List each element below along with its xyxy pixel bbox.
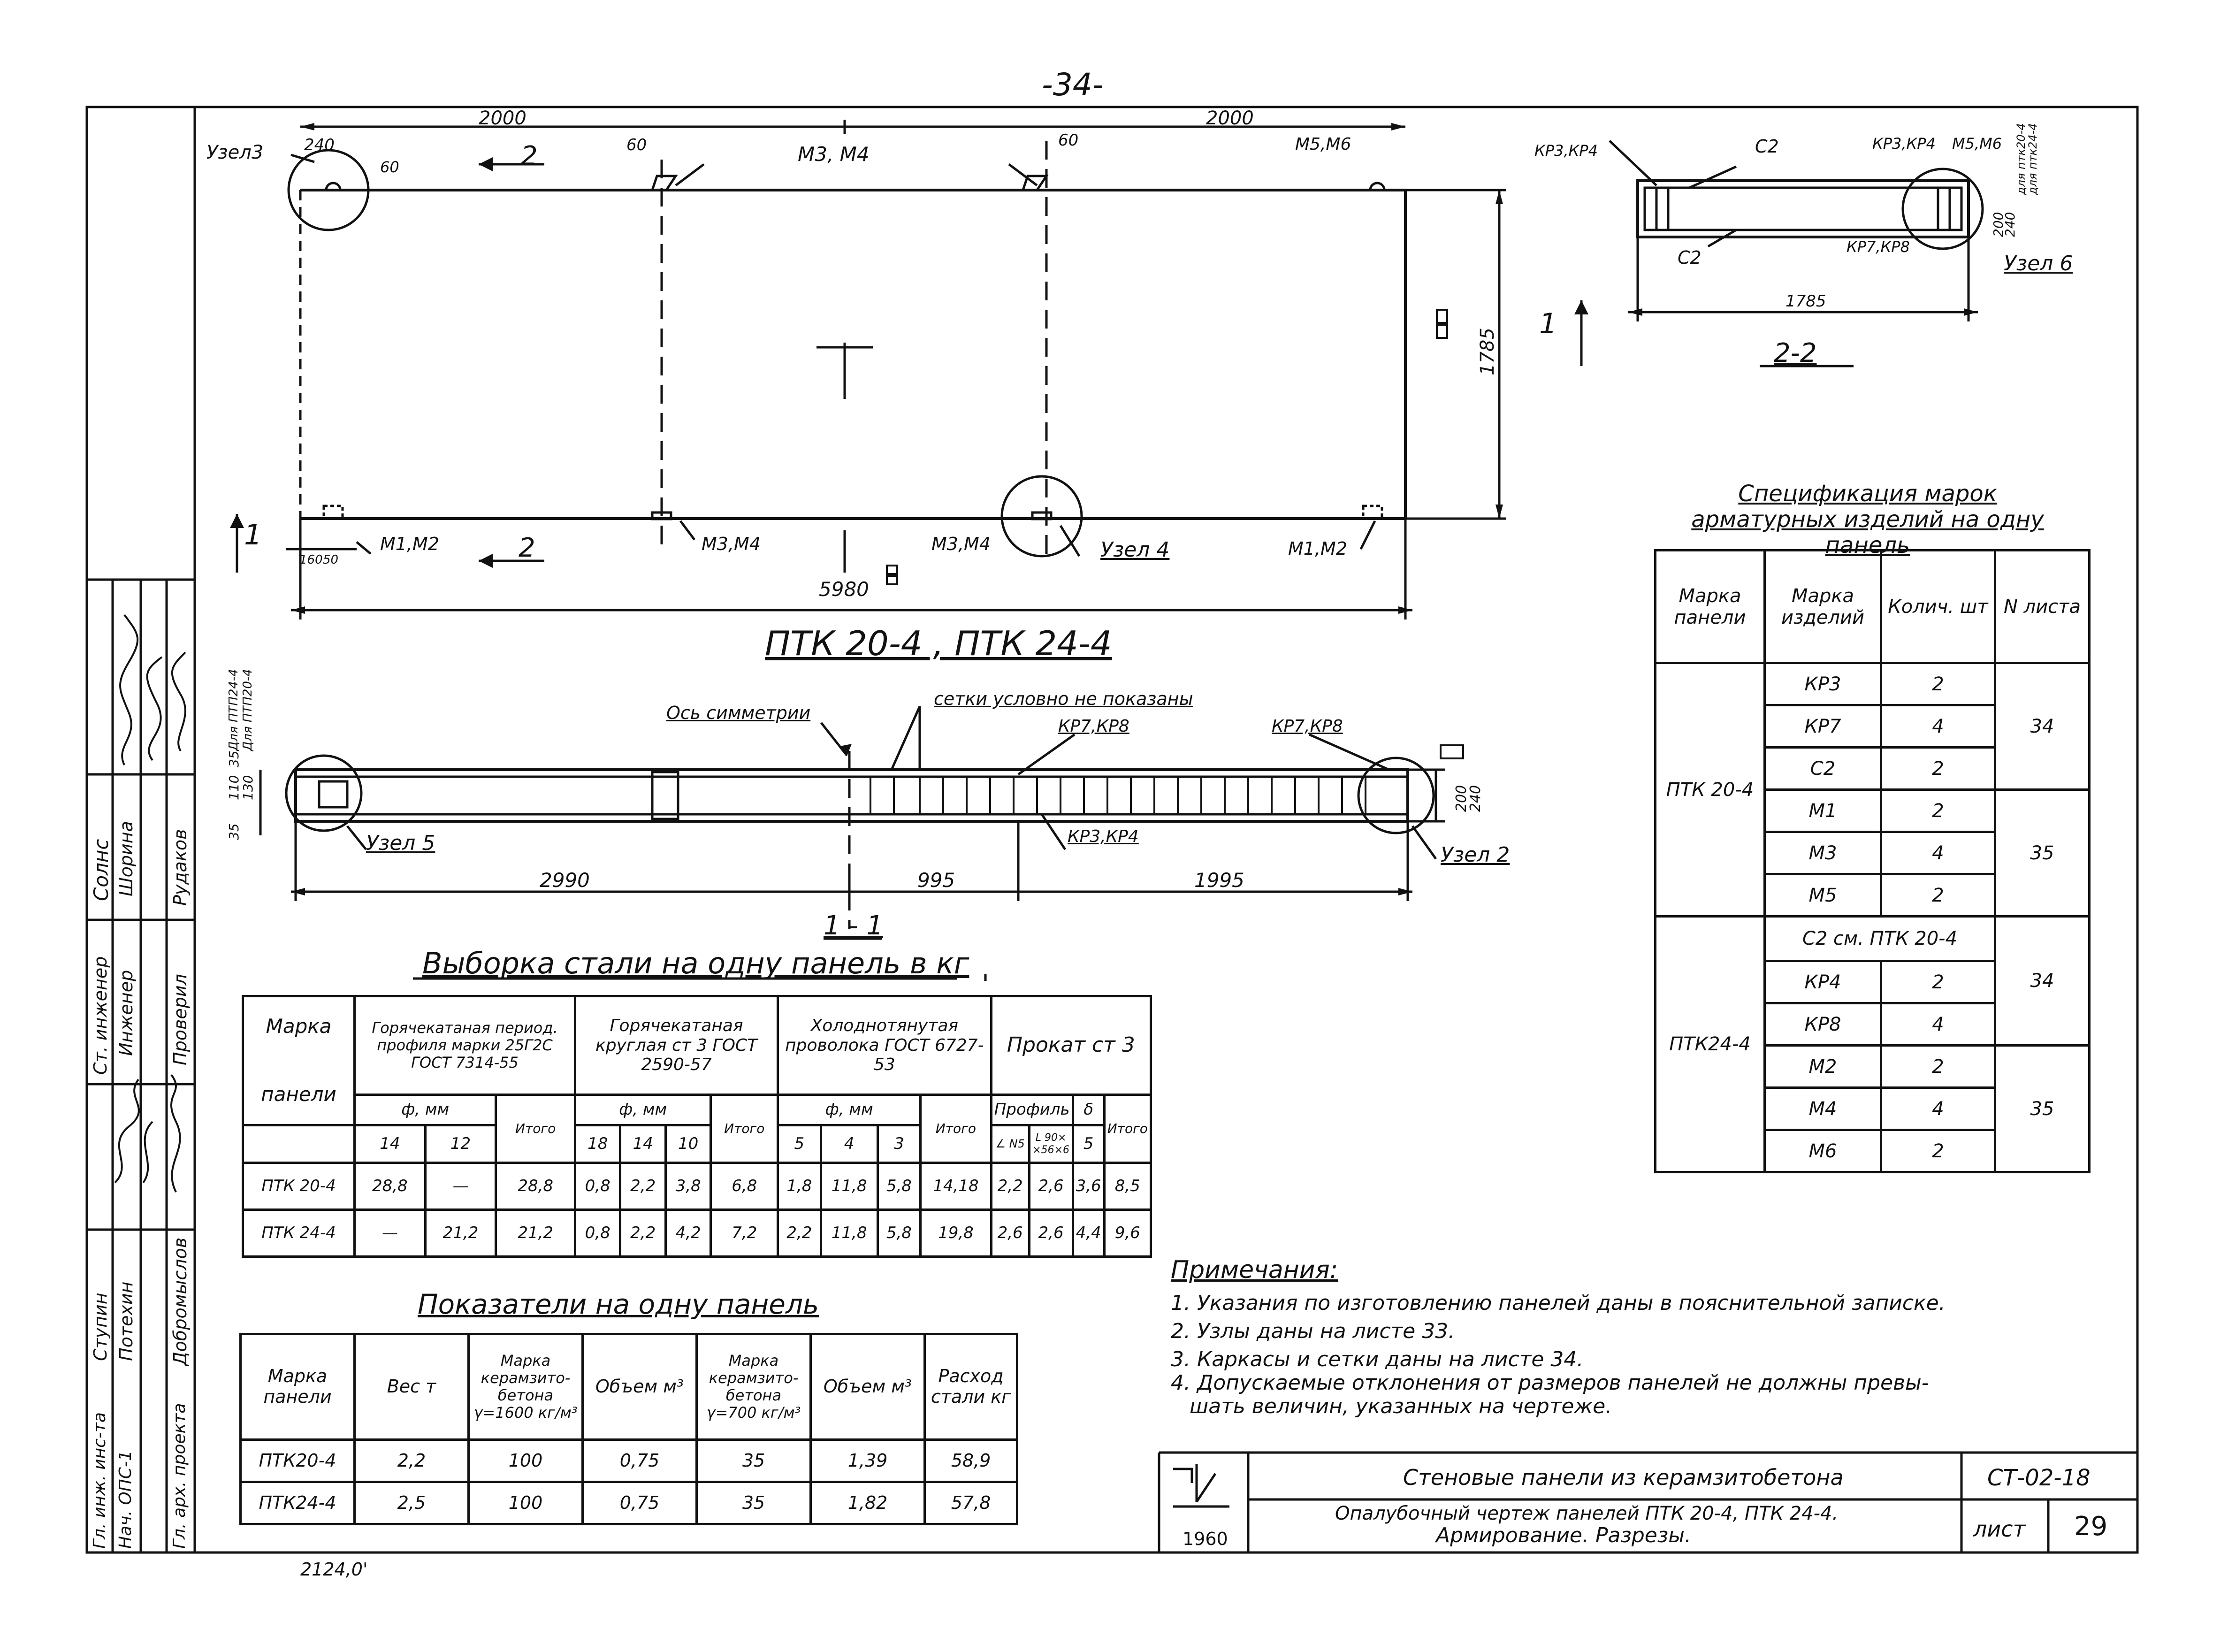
dim-2000-left: 2000 [479, 107, 526, 129]
stamp-c3-2: Проверил [170, 974, 191, 1065]
dim-60-a: 60 [380, 158, 399, 176]
steel-r1-c7: 7,2 [711, 1210, 778, 1257]
spec-p1-qty-2: 2 [1881, 748, 1995, 790]
title-line-1: Стеновые панели из керамзитобетона [1403, 1465, 1844, 1490]
steel-r1-c4: 0,8 [575, 1210, 620, 1257]
steel-h-phi-1: ф, мм [355, 1095, 496, 1125]
section-mark-2-bottom: 2 [519, 533, 535, 563]
steel-sub-9: 5 [1073, 1125, 1104, 1163]
steel-r0-c9: 11,8 [821, 1163, 877, 1210]
title-year: 1960 [1183, 1529, 1228, 1549]
s11-dim-130: 130 [240, 775, 256, 800]
indicators-table [239, 1333, 1018, 1525]
spec-c2-ref: С2 см. ПТК 20-4 [1765, 917, 1995, 961]
s11-dim-35b: 35 [226, 823, 242, 840]
ind-h-3: Объем м³ [583, 1334, 697, 1440]
steel-r1-c8: 2,2 [778, 1210, 821, 1257]
node3-label: Узел3 [206, 142, 264, 163]
title-sheet-label: лист [1973, 1516, 2026, 1542]
ind-r0-c6: 58,9 [925, 1440, 1017, 1482]
spec-p1-qty-1: 4 [1881, 705, 1995, 748]
ind-r1-c1: 2,5 [355, 1482, 469, 1524]
steel-r1-c12: 2,6 [991, 1210, 1029, 1257]
steel-h-itogo-1: Итого [496, 1095, 575, 1163]
ind-r1-c3: 0,75 [583, 1482, 697, 1524]
ind-r1-c6: 57,8 [925, 1482, 1017, 1524]
steel-r0-c0: ПТК 20-4 [243, 1163, 355, 1210]
steel-r1-c1: — [355, 1210, 426, 1257]
steel-r0-c5: 2,2 [620, 1163, 665, 1210]
steel-h-phi-2: ф, мм [575, 1095, 710, 1125]
ind-h-4: Марка керамзито-бетона γ=700 кг/м³ [697, 1334, 811, 1440]
spec-p1-qty-5: 2 [1881, 874, 1995, 917]
s22-c2-top: С2 [1755, 136, 1779, 157]
steel-sub-1: 12 [425, 1125, 496, 1163]
meshes-note: сетки условно не показаны [934, 688, 1193, 709]
ind-h-2: Марка керамзито-бетона γ=1600 кг/м³ [469, 1334, 583, 1440]
axis-symmetry: Ось симметрии [666, 703, 811, 723]
label-m1m2-right: М1,М2 [1288, 538, 1348, 559]
steel-r0-c10: 5,8 [877, 1163, 921, 1210]
s22-note-ptk24: для птк24-4 [2026, 123, 2039, 195]
spec-p2-qty-2: 2 [1881, 1046, 1995, 1088]
steel-sub-3: 14 [620, 1125, 665, 1163]
dim-60-b: 60 [626, 136, 647, 154]
section-22-title: 2-2 [1774, 338, 1817, 368]
spec-p1-item-3: М1 [1765, 790, 1881, 832]
steel-r1-c10: 5,8 [877, 1210, 921, 1257]
steel-r0-c2: — [425, 1163, 496, 1210]
spec-p2-item-4: М6 [1765, 1130, 1881, 1172]
steel-r1-c6: 4,2 [665, 1210, 710, 1257]
steel-r0-c4: 0,8 [575, 1163, 620, 1210]
section-mark-2-top: 2 [521, 141, 538, 171]
steel-sub-5: 5 [778, 1125, 821, 1163]
note-3: 3. Каркасы и сетки даны на листе 34. [1171, 1347, 1584, 1371]
spec-p2-item-2: М2 [1765, 1046, 1881, 1088]
dim-5980: 5980 [819, 578, 869, 601]
steel-h-itogo-3: Итого [921, 1095, 992, 1163]
ind-r0-c1: 2,2 [355, 1440, 469, 1482]
steel-h-delta: δ [1073, 1095, 1104, 1125]
node2-label: Узел 2 [1441, 843, 1510, 867]
spec-p1-item-1: КР7 [1765, 705, 1881, 748]
steel-profile-label: ∠ N5 [991, 1125, 1029, 1163]
spec-panel-ptk20: ПТК 20-4 [1656, 663, 1765, 917]
spec-p1-qty-3: 2 [1881, 790, 1995, 832]
spec-h-2: Колич. шт [1881, 551, 1995, 663]
label-m3m4-top: М3, М4 [798, 143, 870, 166]
stamp-c3-0: Ст. инженер [90, 956, 111, 1075]
indicators-title: Показатели на одну панель [418, 1288, 819, 1320]
steel-r0-c13: 2,6 [1029, 1163, 1073, 1210]
spec-p1-qty-0: 2 [1881, 663, 1995, 705]
stamp-c2-2: Добромыслов [170, 1237, 191, 1366]
steel-r0-c12: 2,2 [991, 1163, 1029, 1210]
steel-h-rolled: Прокат ст 3 [991, 996, 1151, 1095]
label-m3m4-bottom: М3,М4 [702, 534, 761, 554]
dim-1785-vertical: 1785 [1477, 328, 1498, 375]
steel-h-paneli: панели [261, 1083, 336, 1106]
steel-r0-c6: 3,8 [665, 1163, 710, 1210]
dim-50: 50 [323, 553, 339, 567]
spec-p1-item-0: КР3 [1765, 663, 1881, 705]
stamp-c4-2: Рудаков [170, 829, 191, 906]
ind-h-0: Марка панели [241, 1334, 355, 1440]
ind-r0-c0: ПТК20-4 [241, 1440, 355, 1482]
spec-title: Спецификация марок арматурных изделий на одну панель [1691, 481, 2044, 559]
s11-dim-1995: 1995 [1194, 869, 1244, 892]
ind-h-1: Вес т [355, 1334, 469, 1440]
spec-p1-qty-4: 4 [1881, 832, 1995, 874]
steel-table-title: Выборка стали на одну панель в кг [422, 946, 969, 980]
ind-r1-c4: 35 [697, 1482, 811, 1524]
spec-p2-sheet-b: 35 [1995, 1046, 2090, 1172]
spec-p2-qty-4: 2 [1881, 1130, 1995, 1172]
steel-r1-c3: 21,2 [496, 1210, 575, 1257]
steel-r0-c7: 6,8 [711, 1163, 778, 1210]
title-code: СТ-02-18 [1987, 1465, 2091, 1491]
steel-sub-2: 18 [575, 1125, 620, 1163]
note-2: 2. Узлы даны на листе 33. [1171, 1319, 1455, 1343]
title-line-3: Армирование. Разрезы. [1436, 1523, 1691, 1547]
spec-p2-qty-1: 4 [1881, 1003, 1995, 1046]
s11-kr7kr8-b: КР7,КР8 [1272, 717, 1343, 736]
s11-dim-240: 240 [1467, 785, 1484, 812]
page-number: -34- [1042, 67, 1104, 103]
title-line-2: Опалубочный чертеж панелей ПТК 20-4, ПТК 24-4. [1335, 1503, 1839, 1524]
stamp-c1-1: Нач. ОПС-1 [116, 1450, 135, 1549]
steel-h-hot-period: Горячекатаная период. профиля марки 25Г2С ГОСТ 7314-55 [355, 996, 575, 1095]
spec-p2-item-3: М4 [1765, 1088, 1881, 1130]
ind-h-6: Расход стали кг [925, 1334, 1017, 1440]
s11-kr3kr4: КР3,КР4 [1068, 827, 1139, 846]
spec-p1-sheet-a: 34 [1995, 663, 2090, 790]
spec-p2-item-1: КР8 [1765, 1003, 1881, 1046]
s11-dim-110: 110 [226, 775, 242, 800]
steel-h-hot-round: Горячекатаная круглая ст 3 ГОСТ 2590-57 [575, 996, 778, 1095]
dim-160: 160 [299, 553, 323, 567]
title-sheet-number: 29 [2074, 1511, 2108, 1542]
s11-dim-2990: 2990 [540, 869, 590, 892]
s22-dim-240: 240 [2002, 212, 2018, 237]
section-mark-1-right: 1 [1539, 307, 1557, 340]
steel-r1-c5: 2,2 [620, 1210, 665, 1257]
s22-c2-bottom: С2 [1678, 247, 1702, 268]
steel-sub-4: 10 [665, 1125, 710, 1163]
steel-r1-c13: 2,6 [1029, 1210, 1073, 1257]
s22-note-ptk20: для птк20-4 [2014, 123, 2028, 195]
label-m1m2-left: М1,М2 [380, 534, 440, 554]
steel-r0-c1: 28,8 [355, 1163, 426, 1210]
notes-title: Примечания: [1171, 1256, 1338, 1284]
dim-240-plan: 240 [304, 136, 335, 154]
node6-label: Узел 6 [2004, 252, 2073, 275]
s11-dim-995: 995 [917, 869, 955, 892]
steel-h-marka: Марка [266, 1015, 332, 1038]
s11-dim-200: 200 [1453, 785, 1470, 812]
steel-h-itogo-2: Итого [711, 1095, 778, 1163]
label-m3m4-bottom2: М3,М4 [931, 534, 991, 554]
steel-sub-8: L 90× ×56×6 [1029, 1125, 1073, 1163]
stamp-c3-1: Инженер [116, 970, 137, 1056]
s22-kr3kr4-right: КР3,КР4 [1872, 135, 1936, 153]
steel-r1-c2: 21,2 [425, 1210, 496, 1257]
steel-r0-c11: 14,18 [921, 1163, 992, 1210]
steel-r1-c9: 11,8 [821, 1210, 877, 1257]
steel-sub-6: 4 [821, 1125, 877, 1163]
stamp-c2-1: Потехин [116, 1281, 137, 1361]
steel-r0-c14: 3,6 [1073, 1163, 1104, 1210]
spec-p2-item-0: КР4 [1765, 961, 1881, 1003]
steel-h-cold-wire: Холоднотянутая проволока ГОСТ 6727-53 [778, 996, 992, 1095]
section-mark-1-left: 1 [244, 519, 262, 551]
ind-r0-c4: 35 [697, 1440, 811, 1482]
steel-h-paneli-spacer [243, 1125, 355, 1163]
dim-60-c: 60 [1058, 131, 1079, 150]
steel-r0-c8: 1,8 [778, 1163, 821, 1210]
section-11-title: 1 - 1 [824, 910, 884, 941]
s11-dim-35a: 35 [226, 750, 242, 767]
for-ptk24: Для ПТП24-4 [227, 669, 241, 751]
stamp-c1-0: Гл. инж. инс-та [90, 1412, 109, 1549]
s22-kr3kr4-left: КР3,КР4 [1534, 142, 1598, 160]
steel-r1-c11: 19,8 [921, 1210, 992, 1257]
s22-m5m6: М5,М6 [1952, 135, 2002, 153]
title-block-logo-icon [1168, 1460, 1239, 1516]
note-4: 4. Допускаемые отклонения от размеров панелей не должны превы- [1171, 1371, 1929, 1395]
spec-table [1654, 549, 2091, 1173]
spec-panel-ptk24: ПТК24-4 [1656, 917, 1765, 1172]
ind-r1-c0: ПТК24-4 [241, 1482, 355, 1524]
spec-p1-sheet-b: 35 [1995, 790, 2090, 917]
steel-table [242, 995, 1152, 1258]
spec-p2-qty-3: 4 [1881, 1088, 1995, 1130]
spec-h-3: N листа [1995, 551, 2090, 663]
spec-p1-item-5: М5 [1765, 874, 1881, 917]
dim-2000-right: 2000 [1206, 107, 1254, 129]
stamp-c4-0: Солнс [90, 839, 113, 901]
bottom-stamp: 2124,0' [300, 1559, 368, 1580]
s11-kr7kr8-a: КР7,КР8 [1058, 717, 1129, 736]
s22-dim-1785: 1785 [1785, 292, 1826, 311]
spec-p1-item-2: С2 [1765, 748, 1881, 790]
note-5: шать величин, указанных на чертеже. [1190, 1394, 1612, 1418]
stamp-c4-1: Шорина [116, 821, 137, 896]
node4-label: Узел 4 [1100, 538, 1170, 562]
ind-h-5: Объем м³ [811, 1334, 925, 1440]
label-m5m6: М5,М6 [1295, 135, 1351, 154]
steel-h-phi-3: ф, мм [778, 1095, 921, 1125]
steel-r1-c15: 9,6 [1104, 1210, 1151, 1257]
spec-p2-qty-0: 2 [1881, 961, 1995, 1003]
stamp-c1-2: Гл. арх. проекта [170, 1403, 189, 1549]
steel-r1-c0: ПТК 24-4 [243, 1210, 355, 1257]
for-ptk20: Для ПТП20-4 [241, 669, 255, 751]
s22-kr7kr8: КР7,КР8 [1846, 238, 1910, 256]
s22-dim-200: 200 [1991, 212, 2006, 237]
ind-r0-c5: 1,39 [811, 1440, 925, 1482]
spec-h-0: Марка панели [1656, 551, 1765, 663]
ind-r1-c2: 100 [469, 1482, 583, 1524]
stamp-c2-0: Ступин [90, 1293, 111, 1361]
spec-p2-sheet-a: 34 [1995, 917, 2090, 1046]
steel-r0-c15: 8,5 [1104, 1163, 1151, 1210]
ind-r1-c5: 1,82 [811, 1482, 925, 1524]
steel-r0-c3: 28,8 [496, 1163, 575, 1210]
steel-sub-0: 14 [355, 1125, 426, 1163]
ind-r0-c2: 100 [469, 1440, 583, 1482]
steel-r1-c14: 4,4 [1073, 1210, 1104, 1257]
ind-r0-c3: 0,75 [583, 1440, 697, 1482]
signature-marks [87, 582, 195, 1211]
spec-h-1: Марка изделий [1765, 551, 1881, 663]
spec-p1-item-4: М3 [1765, 832, 1881, 874]
note-1: 1. Указания по изготовлению панелей даны в пояснительной записке. [1171, 1291, 1946, 1315]
main-title: ПТК 20-4 , ПТК 24-4 [765, 624, 1112, 663]
node5-label: Узел 5 [366, 831, 435, 855]
steel-sub-7: 3 [877, 1125, 921, 1163]
steel-h-itogo-4: Итого [1104, 1095, 1151, 1163]
steel-h-profile: Профиль [991, 1095, 1073, 1125]
